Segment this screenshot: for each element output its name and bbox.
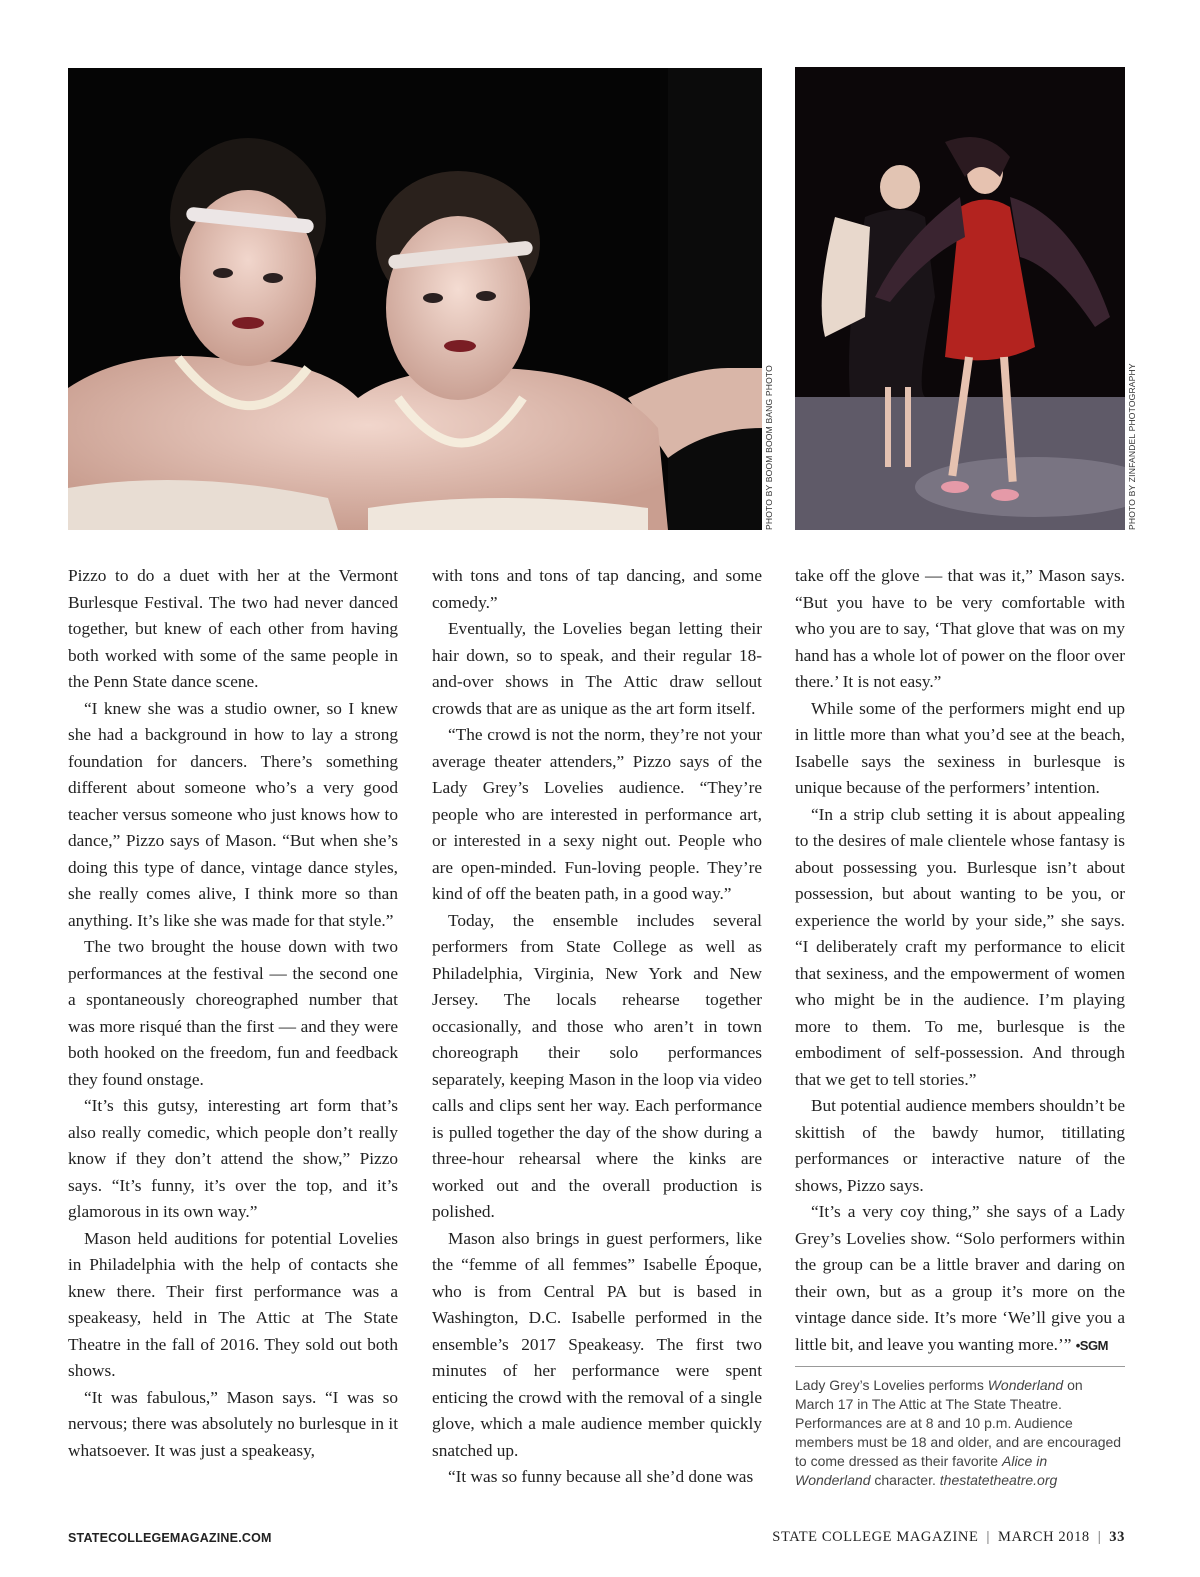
photo-credit-right: PHOTO BY ZINFANDEL PHOTOGRAPHY	[1127, 363, 1137, 530]
event-title: Wonderland	[987, 1377, 1064, 1393]
footer-folio	[772, 1529, 1125, 1546]
event-theme: Alice in Wonderland	[795, 1453, 1048, 1488]
photo-stage-dancers-illustration	[795, 67, 1125, 530]
event-website-link[interactable]: thestatetheatre.org	[939, 1472, 1058, 1488]
article-column-1	[68, 563, 398, 1464]
paragraph: with tons and tons of tap dancing, and some comedy.”	[432, 566, 762, 612]
paragraph-final	[795, 1199, 1125, 1359]
photo-credit-left: PHOTO BY BOOM BOOM BANG PHOTO	[764, 365, 774, 530]
event-info-box	[795, 1366, 1125, 1490]
paragraph: But potential audience members shouldn’t be skittish of the bawdy humor, titillating performances or interactive nature of the shows, Pizzo says.	[795, 1096, 1125, 1195]
article-column-2	[432, 563, 762, 1491]
issue-date: MARCH 2018	[997, 1529, 1090, 1545]
folio-separator: |	[986, 1529, 990, 1545]
paragraph: take off the glove — that was it,” Mason says. “But you have to be very comfortable with who you are to say, ‘That glove that was on my hand has a whole lot of power on the floor over there.’ It is not easy.”	[795, 566, 1125, 691]
paragraph: Pizzo to do a duet with her at the Vermont Burlesque Festival. The two had never danced together, but knew of each other from having both worked with some of the same people in the Penn State dance scene.	[68, 566, 398, 691]
paragraph-final-text: “It’s a very coy thing,” she says of a Lady Grey’s Lovelies show. “Solo performers within the group can be a little braver and daring on their own, but as a group it’s more on the vintage dance side. It’s more ‘We’ll give you a little bit, and leave you wanting more.’”	[795, 1202, 1125, 1354]
paragraph: Eventually, the Lovelies began letting their hair down, so to speak, and their regular 18-and-over shows in The Attic draw sellout crowds that are as unique as the art form itself.	[432, 619, 762, 718]
event-info-text-2: on March 17 in The Attic at The State Theatre. Performances are at 8 and 10 p.m. Audience members must be 18 and older, and are encouraged to come dressed as their favorite	[795, 1377, 1122, 1469]
footer-website[interactable]: STATECOLLEGEMAGAZINE.COM	[68, 1531, 272, 1545]
photo-two-performers	[68, 68, 762, 530]
event-info-text-3: character.	[870, 1472, 940, 1488]
end-mark: •SGM	[1075, 1337, 1108, 1353]
paragraph: Mason held auditions for potential Lovelies in Philadelphia with the help of contacts she knew there. Their first performance was a speakeasy, held in The Attic at The State Theatre in the fall of 2016. They sold out both shows.	[68, 1228, 398, 1380]
paragraph: While some of the performers might end up in little more than what you’d see at the beach, Isabelle says the sexiness in burlesque is unique because of the performers’ intention.	[795, 698, 1125, 797]
paragraph: “In a strip club setting it is about appealing to the desires of male clientele whose fantasy is about possessing you. Burlesque isn’t about possession, but about wanting to be you, or experience the world by your side,” she says. “I deliberately craft my performance to elicit that sexiness, and the empowerment of women who might be in the audience. I’m playing more to them. To me, burlesque is the embodiment of self-possession. And through that we get to tell stories.”	[795, 804, 1125, 1089]
paragraph: “I knew she was a studio owner, so I knew she had a background in how to lay a strong foundation for dancers. There’s something different about someone who’s a very good teacher versus someone who just knows how to dance,” Pizzo says of Mason. “But when she’s doing this type of dance, vintage dance styles, she really comes alive, I think more so than anything. It’s like she was made for that style.”	[68, 698, 398, 930]
photo-two-performers-illustration	[68, 68, 762, 530]
paragraph: Mason also brings in guest performers, like the “femme of all femmes” Isabelle Époque, who is from Central PA but is based in Washington, D.C. Isabelle performed in the ensemble’s 2017 Speakeasy. The first two minutes of her performance were spent enticing the crowd with the removal of a single glove, which a male audience member quickly snatched up.	[432, 1228, 762, 1460]
article-column-3	[795, 563, 1125, 1359]
paragraph: The two brought the house down with two performances at the festival — the second one a spontaneously choreographed number that was more risqué than the first — and they were both hooked on the freedom, fun and feedback they found onstage.	[68, 937, 398, 1089]
paragraph: Today, the ensemble includes several performers from State College as well as Philadelphia, Virginia, New York and New Jersey. The locals rehearse together occasionally, and those who aren’t in town choreograph their solo performances separately, keeping Mason in the loop via video calls and clips sent her way. Each performance is pulled together the day of the show during a three-hour rehearsal where the kinks are worked out and the overall production is polished.	[432, 910, 763, 1221]
paragraph: “It was so funny because all she’d done was	[448, 1467, 754, 1486]
event-info-text-1: Lady Grey’s Lovelies performs	[795, 1377, 988, 1393]
paragraph: “It’s this gutsy, interesting art form that’s also really comedic, which people don’t really know if they don’t attend the show,” Pizzo says. “It’s funny, it’s over the top, and it’s glamorous in its own way.”	[68, 1096, 398, 1221]
paragraph: “It was fabulous,” Mason says. “I was so nervous; there was absolutely no burlesque in it whatsoever. It was just a speakeasy,	[68, 1387, 398, 1460]
folio-separator: |	[1097, 1529, 1102, 1545]
magazine-name: STATE COLLEGE MAGAZINE	[772, 1529, 979, 1545]
paragraph: “The crowd is not the norm, they’re not your average theater attenders,” Pizzo says of the Lady Grey’s Lovelies audience. “They’re people who are interested in performance art, or interested in a sexy night out. People who are open-minded. Fun-loving people. They’re kind of off the beaten path, in a good way.”	[432, 725, 762, 903]
page-number: 33	[1109, 1529, 1125, 1545]
photo-stage-dancers	[795, 67, 1125, 530]
